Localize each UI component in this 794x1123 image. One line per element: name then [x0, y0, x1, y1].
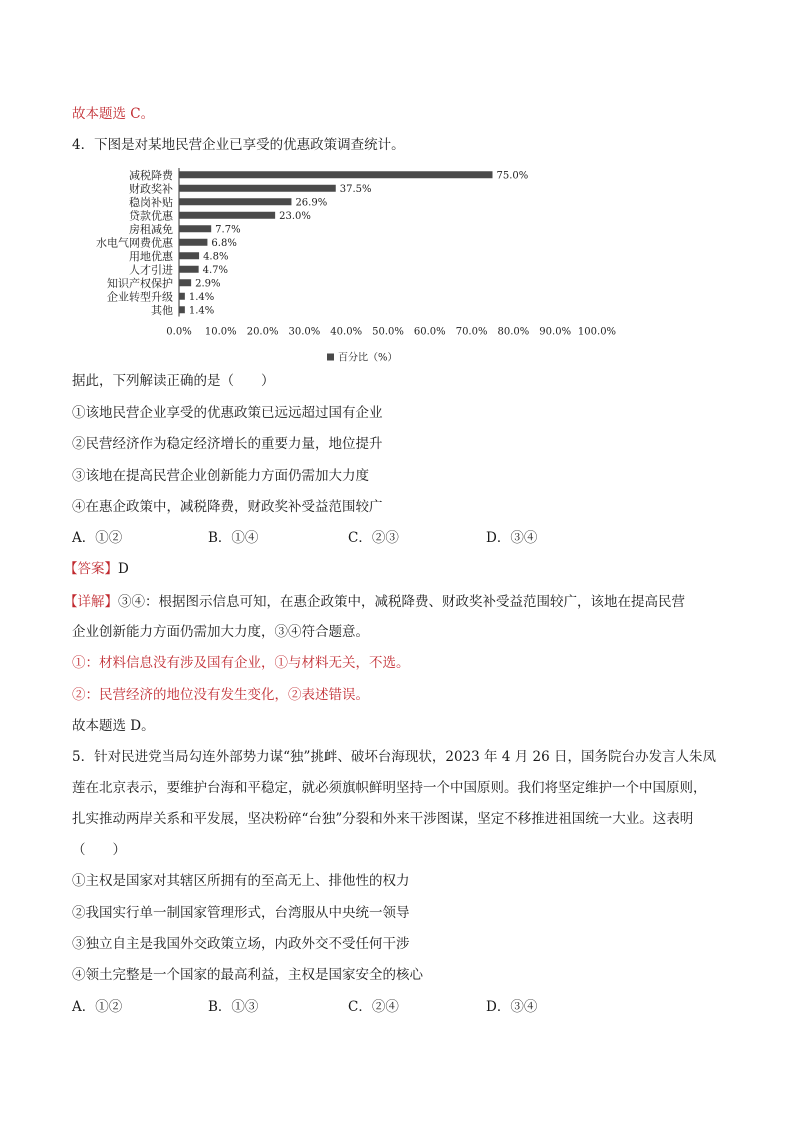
q4-conclusion: 故本题选 D。	[72, 718, 155, 734]
bar	[179, 293, 185, 300]
legend	[327, 351, 398, 363]
value-label: 7.7%	[215, 224, 241, 236]
value-labels	[189, 170, 528, 316]
answer-label: 【答案】	[64, 561, 118, 577]
q4-option-b: B．①④	[208, 530, 259, 546]
q4-option-a: A．①②	[72, 530, 123, 546]
bar	[179, 252, 199, 259]
q4-wrong-2: ②：民营经济的地位没有发生变化，②表述错误。	[72, 687, 369, 703]
x-tick-label: 10.0%	[204, 326, 237, 338]
q4-option-c: C．②③	[348, 530, 399, 546]
category-label: 企业转型升级	[107, 290, 173, 304]
bar	[179, 279, 191, 286]
x-tick-label: 30.0%	[288, 326, 321, 338]
q5-stem-2: 莲在北京表示，要维护台海和平稳定，就必须旗帜鲜明坚持一个中国原则。我们将坚定维护一个中国原则，	[72, 780, 707, 796]
category-label: 水电气网费优惠	[96, 236, 173, 250]
x-tick-label: 20.0%	[246, 326, 279, 338]
x-tick-label: 100.0%	[577, 326, 617, 338]
q4-item-2: ②民营经济作为稳定经济增长的重要力量，地位提升	[72, 436, 383, 452]
q4-option-d: D．③④	[486, 530, 538, 546]
bar	[179, 225, 211, 232]
bar-chart	[72, 162, 632, 362]
bar	[179, 198, 291, 205]
q4-item-4: ④在惠企政策中，减税降费，财政奖补受益范围较广	[72, 499, 383, 515]
category-label: 财政奖补	[129, 182, 173, 196]
q3-conclusion: 故本题选 C。	[72, 106, 155, 122]
detail-text-1: ③④：根据图示信息可知，在惠企政策中，减税降费、财政奖补受益范围较广，该地在提高民营	[118, 594, 685, 610]
value-label: 6.8%	[211, 237, 237, 249]
category-label: 用地优惠	[129, 249, 173, 263]
q4-detail-line-2: 企业创新能力方面仍需加大力度，③④符合题意。	[72, 624, 369, 640]
value-label: 1.4%	[188, 305, 215, 317]
bar	[179, 306, 185, 313]
value-label: 4.8%	[203, 251, 229, 263]
bar	[179, 185, 336, 192]
x-tick-label: 40.0%	[330, 326, 363, 338]
value-label: 26.9%	[295, 197, 328, 209]
value-label: 4.7%	[202, 264, 229, 276]
q4-wrong-1: ①：材料信息没有涉及国有企业，①与材料无关，不选。	[72, 655, 410, 671]
q5-item-1: ①主权是国家对其辖区所拥有的至高无上、排他性的权力	[72, 873, 410, 889]
value-label: 23.0%	[279, 210, 311, 222]
q4-item-3: ③该地在提高民营企业创新能力方面仍需加大力度	[72, 468, 369, 484]
q5-item-2: ②我国实行单一制国家管理形式，台湾服从中央统一领导	[72, 905, 410, 921]
q5-option-c: C．②④	[348, 999, 399, 1015]
q4-answer	[64, 559, 129, 579]
category-label: 房租减免	[129, 222, 173, 236]
category-label: 减税降费	[129, 168, 173, 182]
category-label: 其他	[151, 303, 173, 317]
q5-stem-1: 5．针对民进党当局勾连外部势力谋“独”挑衅、破坏台海现状，2023 年 4 月 26 日，国务院台办发言人朱凤	[72, 749, 716, 765]
value-label: 37.5%	[339, 183, 372, 195]
q4-stem: 4．下图是对某地民营企业已享受的优惠政策调查统计。	[72, 137, 405, 153]
value-label: 75.0%	[496, 170, 529, 182]
x-tick-labels	[166, 327, 616, 338]
value-label: 2.9%	[195, 278, 221, 290]
category-label: 贷款优惠	[129, 209, 173, 223]
x-tick-label: 50.0%	[372, 326, 404, 338]
x-tick-label: 80.0%	[497, 326, 530, 338]
x-tick-label: 70.0%	[455, 326, 488, 338]
q5-stem-3: 扎实推动两岸关系和平发展，坚决粉碎“台独”分裂和外来干涉图谋，坚定不移推进祖国统一大业。这表明	[72, 811, 694, 827]
bar	[179, 212, 275, 219]
q4-item-1: ①该地民营企业享受的优惠政策已远远超过国有企业	[72, 405, 383, 421]
q5-paren: （ ）	[72, 842, 126, 858]
legend-label: 百分比（%）	[338, 352, 398, 362]
x-tick-label: 0.0%	[166, 326, 192, 338]
category-label: 人才引进	[129, 263, 173, 277]
answer-value: D	[118, 561, 129, 577]
category-label: 知识产权保护	[107, 276, 173, 290]
legend-swatch	[327, 354, 334, 361]
detail-label: 【详解】	[64, 594, 118, 610]
q5-item-3: ③独立自主是我国外交政策立场，内政外交不受任何干涉	[72, 936, 410, 952]
q4-prompt: 据此，下列解读正确的是（ ）	[72, 373, 275, 389]
q5-option-a: A．①②	[72, 999, 123, 1015]
category-labels	[96, 168, 174, 317]
q5-option-d: D．③④	[486, 999, 538, 1015]
x-tick-label: 60.0%	[413, 326, 446, 338]
q5-option-b: B．①③	[208, 999, 259, 1015]
x-tick-label: 90.0%	[539, 326, 572, 338]
bar	[179, 239, 207, 246]
category-label: 稳岗补贴	[129, 195, 173, 209]
value-label: 1.4%	[188, 291, 215, 303]
q5-item-4: ④领土完整是一个国家的最高利益，主权是国家安全的核心	[72, 967, 423, 983]
q4-detail-line-1	[64, 592, 685, 612]
bar	[179, 266, 199, 273]
bar	[179, 171, 493, 178]
